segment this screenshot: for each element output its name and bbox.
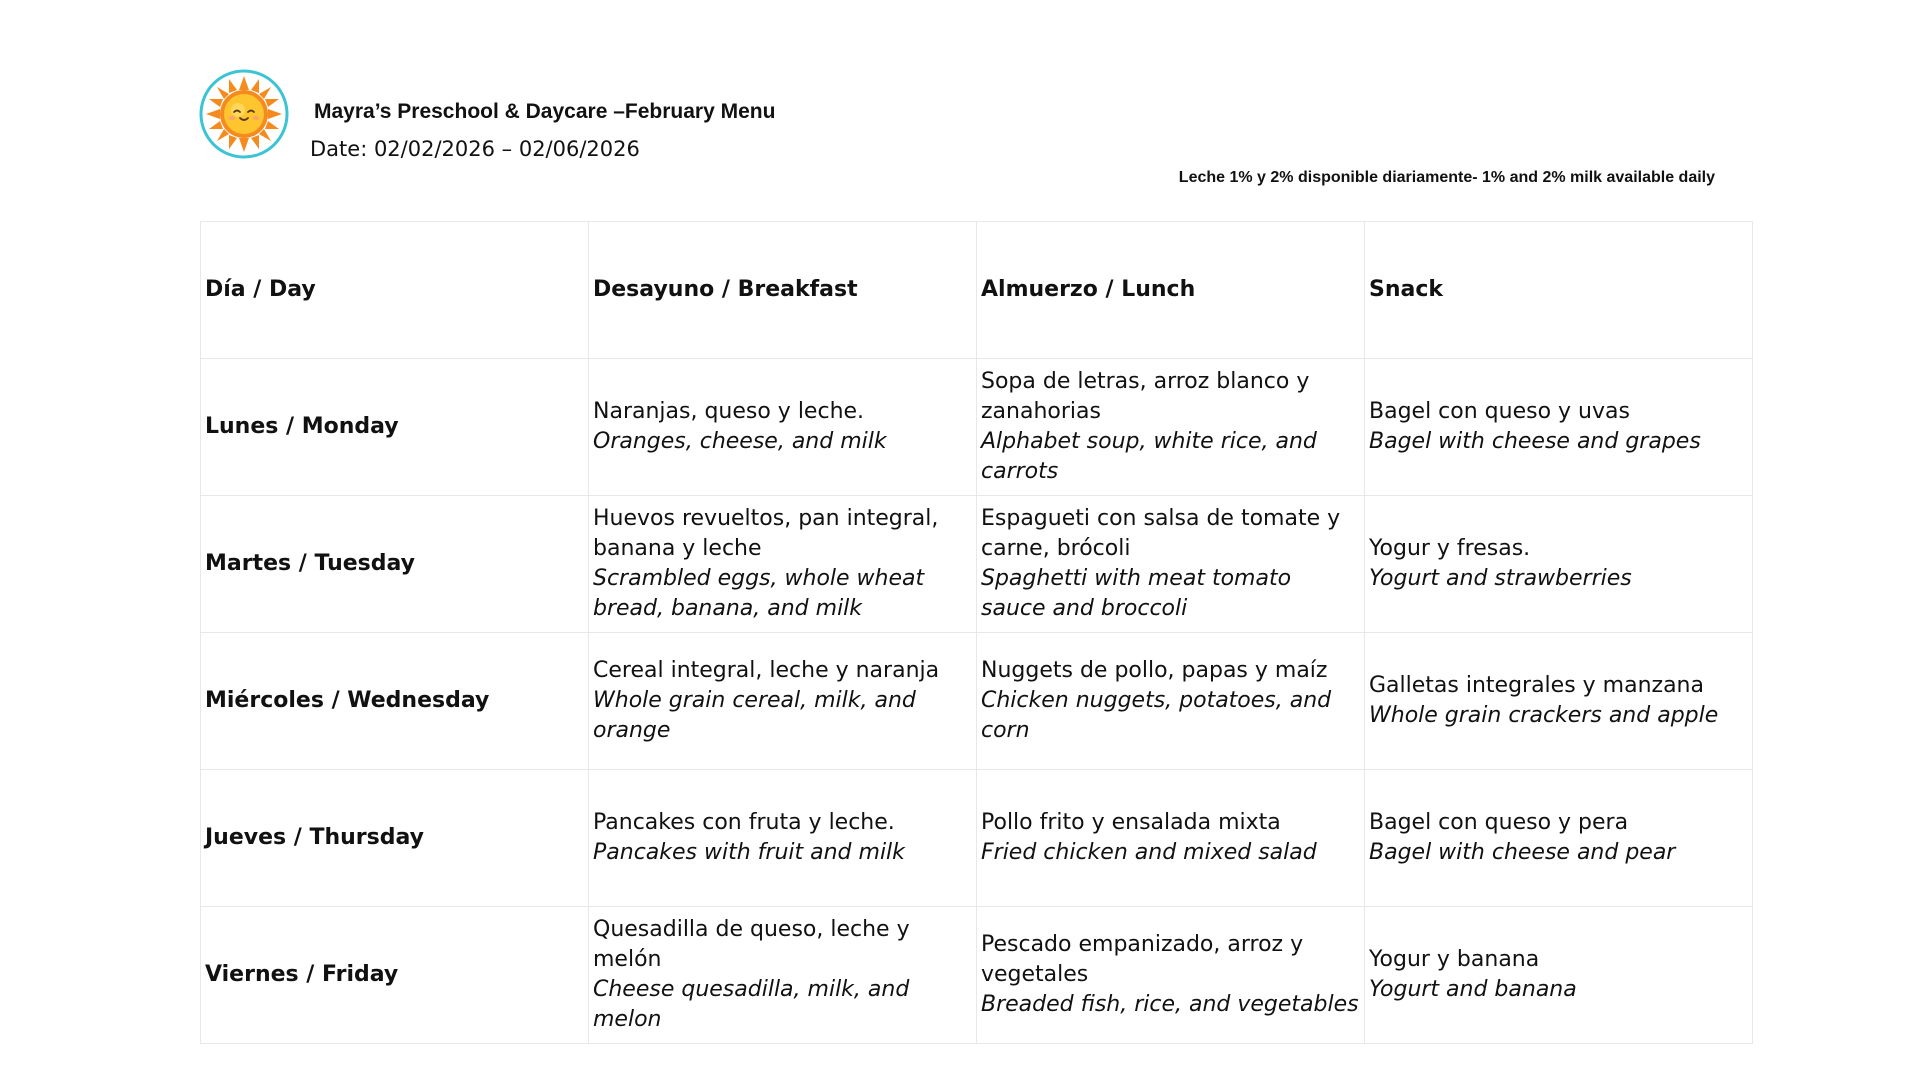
meal-english: Cheese quesadilla, milk, and melon [593, 977, 910, 1032]
column-header-breakfast: Desayuno / Breakfast [589, 222, 977, 359]
breakfast-cell [589, 496, 977, 633]
lunch-cell [977, 359, 1365, 496]
meal-spanish: Galletas integrales y manzana [1369, 673, 1704, 698]
column-header-day: Día / Day [201, 222, 589, 359]
meal-spanish: Naranjas, queso y leche. [593, 399, 865, 424]
table-row [201, 633, 1753, 770]
table-row [201, 907, 1753, 1044]
meal-english: Pancakes with fruit and milk [593, 840, 905, 865]
snack-cell [1365, 770, 1753, 907]
meal-spanish: Bagel con queso y pera [1369, 810, 1629, 835]
meal-spanish: Pescado empanizado, arroz y vegetales [981, 932, 1304, 987]
table-row [201, 359, 1753, 496]
lunch-cell [977, 770, 1365, 907]
day-cell: Lunes / Monday [201, 359, 589, 496]
lunch-cell [977, 496, 1365, 633]
day-cell: Martes / Tuesday [201, 496, 589, 633]
meal-english: Chicken nuggets, potatoes, and corn [981, 688, 1332, 743]
meal-spanish: Nuggets de pollo, papas y maíz [981, 658, 1328, 683]
meal-english: Breaded fish, rice, and vegetables [981, 992, 1359, 1017]
meal-spanish: Espagueti con salsa de tomate y carne, brócoli [981, 506, 1341, 561]
snack-cell [1365, 633, 1753, 770]
meal-english: Whole grain crackers and apple [1369, 703, 1719, 728]
day-cell: Miércoles / Wednesday [201, 633, 589, 770]
meal-spanish: Quesadilla de queso, leche y melón [593, 917, 910, 972]
snack-cell [1365, 359, 1753, 496]
meal-english: Yogurt and banana [1369, 977, 1577, 1002]
meal-english: Bagel with cheese and grapes [1369, 429, 1701, 454]
menu-table [200, 221, 1753, 1044]
meal-spanish: Yogur y fresas. [1369, 536, 1531, 561]
date-range: Date: 02/02/2026 – 02/06/2026 [310, 137, 640, 161]
meal-spanish: Pancakes con fruta y leche. [593, 810, 895, 835]
breakfast-cell [589, 359, 977, 496]
table-header-row [201, 222, 1753, 359]
lunch-cell [977, 633, 1365, 770]
meal-spanish: Cereal integral, leche y naranja [593, 658, 940, 683]
meal-english: Oranges, cheese, and milk [593, 429, 887, 454]
meal-spanish: Huevos revueltos, pan integral, banana y leche [593, 506, 939, 561]
column-header-snack: Snack [1365, 222, 1753, 359]
meal-english: Spaghetti with meat tomato sauce and broccoli [981, 566, 1292, 621]
day-cell: Jueves / Thursday [201, 770, 589, 907]
meal-english: Scrambled eggs, whole wheat bread, banana, and milk [593, 566, 925, 621]
meal-spanish: Bagel con queso y uvas [1369, 399, 1630, 424]
page-title: Mayra’s Preschool & Daycare –February Menu [314, 100, 776, 123]
table-row [201, 770, 1753, 907]
breakfast-cell [589, 770, 977, 907]
table-row [201, 496, 1753, 633]
day-cell: Viernes / Friday [201, 907, 589, 1044]
snack-cell [1365, 496, 1753, 633]
meal-english: Fried chicken and mixed salad [981, 840, 1317, 865]
breakfast-cell [589, 633, 977, 770]
meal-english: Whole grain cereal, milk, and orange [593, 688, 916, 743]
milk-note: Leche 1% y 2% disponible diariamente- 1% and 2% milk available daily [1178, 169, 1715, 186]
meal-spanish: Pollo frito y ensalada mixta [981, 810, 1281, 835]
snack-cell [1365, 907, 1753, 1044]
meal-spanish: Sopa de letras, arroz blanco y zanahorias [981, 369, 1310, 424]
column-header-lunch: Almuerzo / Lunch [977, 222, 1365, 359]
logo [198, 68, 290, 160]
meal-english: Bagel with cheese and pear [1369, 840, 1676, 865]
breakfast-cell [589, 907, 977, 1044]
meal-spanish: Yogur y banana [1369, 947, 1540, 972]
lunch-cell [977, 907, 1365, 1044]
meal-english: Yogurt and strawberries [1369, 566, 1632, 591]
sun-icon [198, 68, 290, 160]
meal-english: Alphabet soup, white rice, and carrots [981, 429, 1317, 484]
